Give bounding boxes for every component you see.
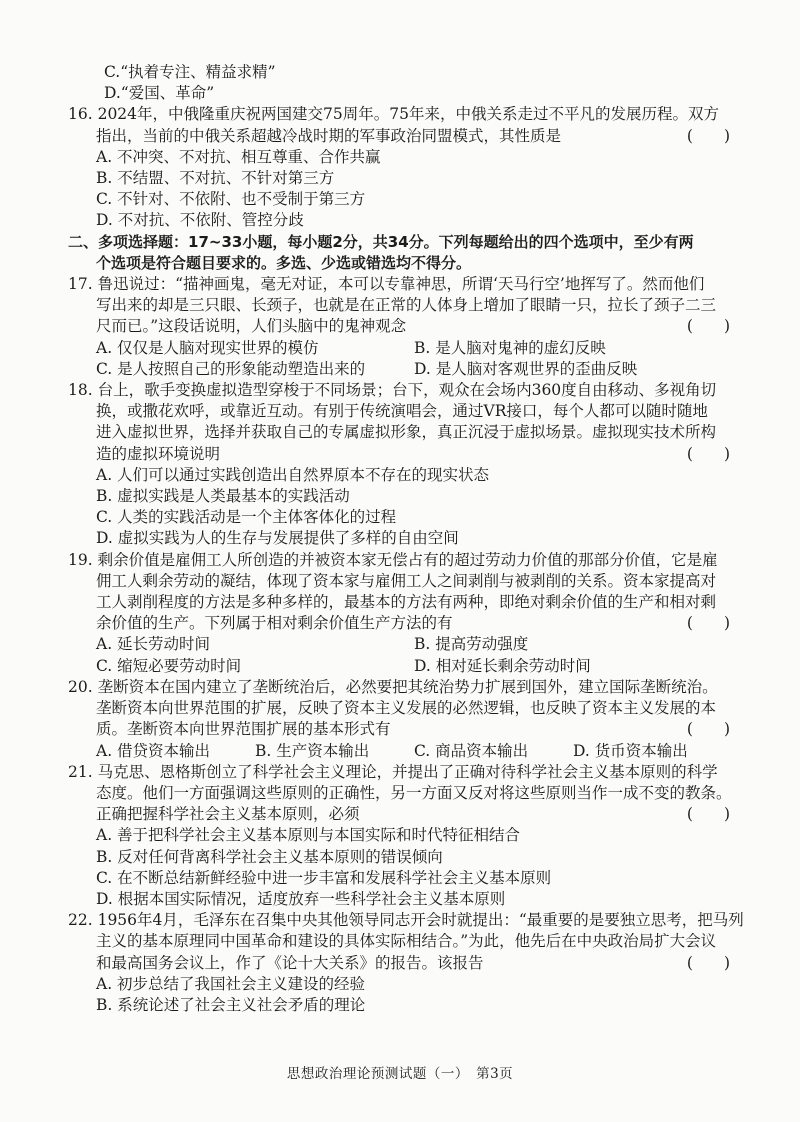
q20-options-row (68, 741, 732, 762)
q15-option-c: C.“执着专注、精益求精” (104, 63, 276, 81)
q21-stem-line-last (68, 804, 732, 825)
q20-option-b: B. 生产资本输出 (255, 741, 370, 760)
answer-paren: ( ) (686, 126, 730, 145)
answer-paren: ( ) (686, 614, 730, 633)
answer-paren: ( ) (686, 953, 730, 972)
q17-stem-line: 写出来的却是三只眼、长颈子，也就是在正常的人体身上增加了眼睛一只，拉长了颈子二三 (96, 296, 717, 315)
question-16 (68, 104, 732, 231)
page-footer: 思想政治理论预测试题（一） 第3页 (286, 1066, 514, 1082)
q19-stem-line: 佣工人剩余劳动的凝结，体现了资本家与雇佣工人之间剥削与被剥削的关系。资本家提高对 (96, 571, 717, 590)
answer-paren: ( ) (686, 720, 730, 739)
q16-stem-text: 指出，当前的中俄关系超越冷战时期的军事政治同盟模式，其性质是 (96, 126, 562, 145)
section-2-heading-line1: 二、多项选择题：17~33小题，每小题2分，共34分。下列每题给出的四个选项中，至少有两 (68, 232, 694, 251)
q20-stem-line: 20. 垄断资本在国内建立了垄断统治后，必然要把其统治势力扩展到国外，建立国际垄断统治。 (68, 677, 718, 696)
q22-stem-line-last (68, 953, 732, 974)
q19-options-row-2 (68, 656, 732, 677)
q19-stem-line-last (68, 613, 732, 634)
q18-stem-line: 进入虚拟世界，选择并获取自己的专属虚拟形象，真正沉浸于虚拟场景。虚拟现实技术所构 (96, 423, 717, 442)
q20-option-d: D. 货币资本输出 (573, 741, 688, 760)
q17-options-row-1 (68, 338, 732, 359)
question-22 (68, 910, 744, 1016)
q15-option-d: D.“爱国、革命” (104, 84, 215, 103)
q20-option-c: C. 商品资本输出 (414, 741, 529, 760)
q18-option-b: B. 虚拟实践是人类最基本的实践活动 (96, 487, 350, 506)
q17-stem-line: 17. 鲁迅说过：“描神画鬼，毫无对证，本可以专靠神思，所谓‘天马行空’地挥写了。然而他们 (68, 275, 705, 294)
q17-option-d: D. 是人脑对客观世界的歪曲反映 (414, 359, 638, 378)
q22-stem-text: 和最高国务会议上，作了《论十大关系》的报告。该报告 (96, 953, 484, 972)
q19-option-a: A. 延长劳动时间 (96, 635, 211, 654)
q18-option-a: A. 人们可以通过实践创造出自然界原本不存在的现实状态 (96, 465, 490, 484)
q18-option-c: C. 人类的实践活动是一个主体客体化的过程 (96, 508, 397, 527)
q18-stem-line-last (68, 444, 732, 465)
q19-option-b: B. 提高劳动强度 (414, 635, 529, 654)
q16-option-b: B. 不结盟、不对抗、不针对第三方 (96, 169, 335, 188)
q19-options-row-1 (68, 634, 732, 655)
q21-option-c: C. 在不断总结新鲜经验中进一步丰富和发展科学社会主义基本原则 (96, 868, 552, 887)
section-2-heading-line2: 个选项是符合题目要求的。多选、少选或错选均不得分。 (96, 253, 472, 272)
q18-stem-line: 18. 台上，歌手变换虚拟造型穿梭于不同场景；台下，观众在会场内360度自由移动、多视角切 (68, 381, 717, 400)
q18-stem-text: 造的虚拟环境说明 (96, 444, 221, 463)
q17-stem-line-last (68, 316, 732, 337)
q21-option-d: D. 根据本国实际情况，适度放弃一些科学社会主义基本原则 (96, 889, 506, 908)
q22-option-b: B. 系统论述了社会主义社会矛盾的理论 (96, 995, 366, 1014)
q21-option-b: B. 反对任何背离科学社会主义基本原则的错误倾向 (96, 847, 443, 866)
q17-options-row-2 (68, 359, 732, 380)
question-21 (68, 762, 732, 910)
q17-option-c: C. 是人按照自己的形象能动塑造出来的 (96, 359, 366, 378)
q19-option-d: D. 相对延长剩余劳动时间 (414, 656, 591, 675)
question-17 (68, 274, 732, 380)
q16-option-d: D. 不对抗、不依附、管控分歧 (96, 211, 304, 230)
answer-paren: ( ) (686, 805, 730, 824)
q19-stem-line: 工人剥削程度的方法是多种多样的，最基本的方法有两种，即绝对剩余价值的生产和相对剩 (96, 593, 717, 612)
q16-option-a: A. 不冲突、不对抗、相互尊重、合作共赢 (96, 147, 381, 166)
q21-stem-line: 21. 马克思、恩格斯创立了科学社会主义理论，并提出了正确对待科学社会主义基本原则的科学 (68, 762, 718, 781)
q21-stem-line: 态度。他们一方面强调这些原则的正确性，另一方面又反对将这些原则当作一成不变的教条。 (96, 783, 732, 802)
q21-option-a: A. 善于把科学社会主义基本原则与本国实际和时代特征相结合 (96, 826, 521, 845)
q20-stem-line-last (68, 719, 732, 740)
q19-option-c: C. 缩短必要劳动时间 (96, 656, 242, 675)
q20-stem-text: 质。垄断资本向世界范围扩展的基本形式有 (96, 720, 391, 739)
question-18 (68, 380, 732, 550)
q16-option-c: C. 不针对、不依附、也不受制于第三方 (96, 190, 366, 209)
q18-option-d: D. 虚拟实践为人的生存与发展提供了多样的自由空间 (96, 529, 459, 548)
q20-option-a: A. 借贷资本输出 (96, 741, 211, 760)
q18-stem-line: 换，或撒花欢呼，或靠近互动。有别于传统演唱会，通过VR接口，每个人都可以随时随地 (96, 402, 708, 421)
q16-stem-line-last (68, 126, 732, 147)
question-20 (68, 677, 732, 762)
answer-paren: ( ) (686, 444, 730, 463)
q16-stem-line: 16. 2024年，中俄隆重庆祝两国建交75周年。75年来，中俄关系走过不平凡的发展历程。双方 (68, 105, 719, 124)
q22-option-a: A. 初步总结了我国社会主义建设的经验 (96, 974, 366, 993)
q22-stem-line: 主义的基本原理同中国革命和建设的具体实际相结合。”为此，他先后在中央政治局扩大会议 (96, 932, 717, 951)
section-2-heading (68, 232, 732, 274)
q21-stem-text: 正确把握科学社会主义基本原则，必须 (96, 805, 360, 824)
q19-stem-line: 19. 剩余价值是雇佣工人所创造的并被资本家无偿占有的超过劳动力价值的那部分价值，它是雇 (68, 550, 718, 569)
q19-stem-text: 余价值的生产。下列属于相对剩余价值生产方法的有 (96, 614, 453, 633)
q17-stem-text: 尺而已。”这段话说明，人们头脑中的鬼神观念 (96, 317, 407, 336)
question-19 (68, 550, 732, 677)
q17-option-a: A. 仅仅是人脑对现实世界的模仿 (96, 338, 319, 357)
q17-option-b: B. 是人脑对鬼神的虚幻反映 (414, 338, 606, 357)
q22-stem-line: 22. 1956年4月，毛泽东在召集中央其他领导同志开会时就提出：“最重要的是要独立思考，把马列 (68, 911, 744, 930)
answer-paren: ( ) (686, 317, 730, 336)
q20-stem-line: 垄断资本向世界范围的扩展，反映了资本主义发展的必然逻辑，也反映了资本主义发展的本 (96, 699, 717, 718)
